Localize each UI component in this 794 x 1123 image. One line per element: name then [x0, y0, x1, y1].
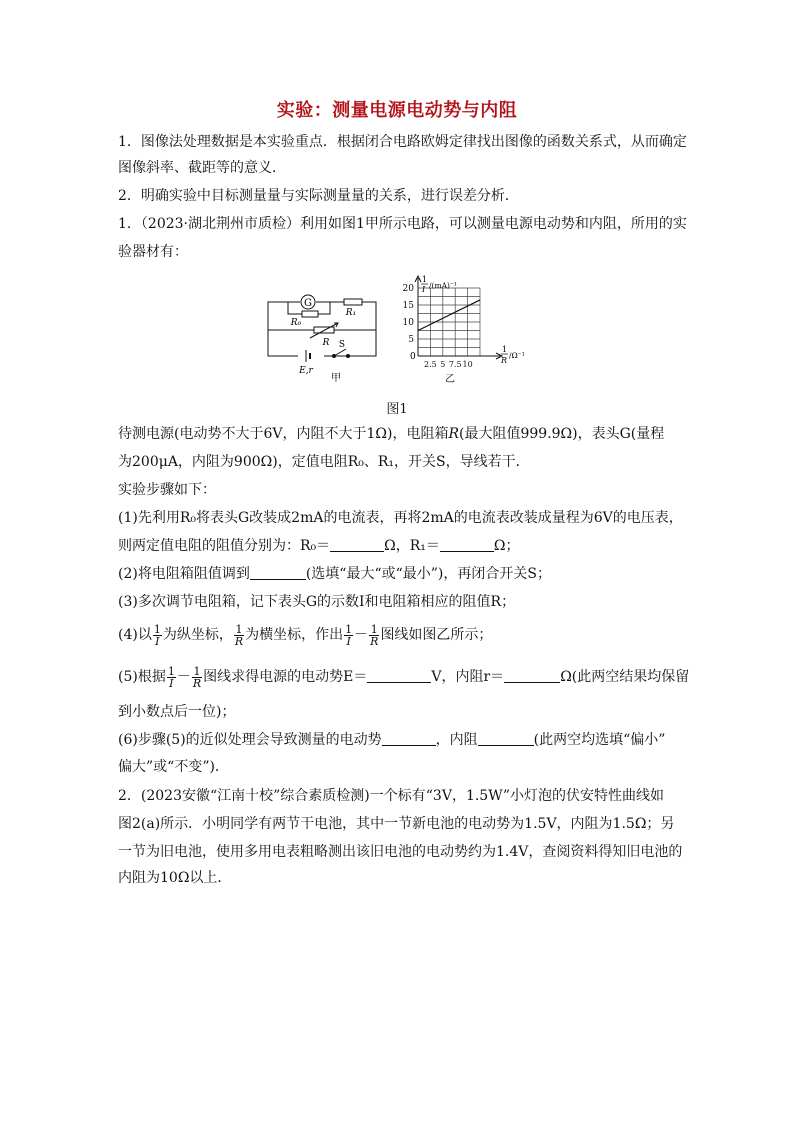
materials-symbol-r: R [448, 426, 460, 442]
y-axis-unit: /(mA)⁻¹ [429, 281, 457, 290]
materials-line-1 [118, 424, 680, 444]
step-3-line: (3)多次调节电阻箱，记下表头G的示数I和电阻箱相应的阻值R； [118, 594, 516, 610]
answer-blank-resistance-error[interactable] [478, 731, 534, 746]
circuit-diagram [258, 278, 384, 388]
q1-stem-line-1: 1．（2023·湖北荆州市质检）利用如图1甲所示电路，可以测量电源电动势和内阻，所用的实 [118, 216, 687, 232]
r0-label: R₀ [290, 318, 302, 328]
step-6-text-c: (此两空均选填“偏小” [533, 732, 666, 748]
graph-chart [398, 270, 538, 388]
step-4-text-c: 为横坐标，作出 [245, 627, 344, 643]
y-tick-label: 20 [402, 284, 414, 294]
q2-line-3: 一节为旧电池，使用多用电表粗略测出该旧电池的电动势约为1.4V，查阅资料得知旧电池的 [118, 844, 683, 860]
y-axis-frac-den: I [422, 285, 426, 294]
step-2-text-b: (选填“最大“或“最小”)，再闭合开关S； [305, 566, 551, 582]
step-5-text-d: Ω(此两空结果均保留 [560, 669, 690, 685]
step-6-text-b: ，内阻 [435, 732, 478, 748]
x-tick-label: 7.5 [448, 360, 462, 369]
r1-label: R₁ [345, 308, 357, 318]
y-tick-label: 15 [402, 301, 414, 311]
answer-blank-resistance-setting[interactable] [250, 565, 306, 580]
q2-line-1: 2．(2023安徽“江南十校”综合素质检测)一个标有“3V，1.5W”小灯泡的伏安特性曲线如 [118, 788, 665, 804]
figure-caption: 图1 [386, 402, 408, 417]
x-axis-frac-den: R [501, 356, 508, 365]
step-1-text-b: Ω，R₁＝ [384, 538, 440, 554]
intro-line-2: 图像斜率、截距等的意义． [118, 160, 286, 176]
q1-stem-line-2: 验器材有： [118, 244, 188, 260]
x-axis-unit: /Ω⁻¹ [509, 351, 525, 360]
origin-label: 0 [410, 352, 416, 362]
intro-line-1: 1．图像法处理数据是本实验重点．根据闭合电路欧姆定律找出图像的函数关系式，从而确定 [118, 134, 687, 150]
answer-blank-emf-error[interactable] [382, 731, 436, 746]
rheostat-label: R [322, 338, 330, 348]
step-5-line-2: 到小数点后一位)； [118, 704, 236, 720]
switch-label: S [338, 340, 346, 350]
step-1-line-2 [118, 536, 680, 556]
graph-caption: 乙 [445, 374, 455, 385]
circuit-caption: 甲 [331, 373, 341, 384]
step-6-line-1 [118, 730, 680, 750]
series-line [418, 300, 480, 331]
step-1-line-1: (1)先利用R₀将表头G改装成2mA的电流表，再将2mA的电流表改装成量程为6V的电压表， [118, 510, 683, 526]
page-title: 实验：测量电源电动势与内阻 [276, 100, 518, 121]
frac-1-over-i: $\frac{1}{I}$ [153, 622, 161, 648]
step-4-line: (4)以 $\frac{1}{I}$ 为纵坐标， $\frac{1}{R}$ 为横坐标，作出 $\frac{1}{I}$ － $\frac{1}{R}$ 图线如图乙所示； [118, 622, 493, 648]
answer-blank-r0[interactable] [330, 537, 384, 552]
galvanometer-label: G [304, 298, 312, 309]
x-tick-label: 10 [462, 360, 473, 369]
step-4-text-d: 图线如图乙所示； [380, 627, 493, 643]
x-tick-label: 2.5 [424, 360, 437, 369]
x-axis-frac-num: 1 [502, 345, 508, 354]
answer-blank-internal-resistance[interactable] [504, 668, 560, 683]
intro-line-3: 2．明确实验中目标测量量与实际测量量的关系，进行误差分析． [118, 188, 519, 204]
y-tick-label: 5 [408, 335, 414, 345]
step-5-text-a: (5)根据 [118, 669, 166, 685]
q2-line-4: 内阻为10Ω以上． [118, 870, 232, 886]
y-axis-frac-num: 1 [422, 275, 428, 284]
frac-1-over-r: $\frac{1}{R}$ [234, 622, 244, 648]
step-5-line-1: (5)根据 $\frac{1}{I}$ － $\frac{1}{R}$ 图线求得电源的电动势E＝ V，内阻r＝ Ω(此两空结果均保留 [118, 664, 690, 690]
step-4-text-a: (4)以 [118, 627, 152, 643]
x-tick-label: 5 [440, 360, 446, 369]
step-2-line [118, 564, 680, 584]
step-6-line-2: 偏大”或“不变”)． [118, 759, 229, 775]
q2-line-2: 图2(a)所示．小明同学有两节干电池，其中一节新电池的电动势为1.5V，内阻为1.5Ω；另 [118, 816, 675, 832]
materials-text-c: (最大阻值999.9Ω)，表头G(量程 [459, 426, 665, 442]
y-tick-label: 10 [402, 318, 414, 328]
answer-blank-emf[interactable] [367, 668, 431, 683]
step-1-text-a: 则两定值电阻的阻值分别为：R₀＝ [118, 538, 331, 554]
answer-blank-r1[interactable] [440, 537, 494, 552]
step-5-text-b: 图线求得电源的电动势E＝ [203, 669, 368, 685]
materials-line-2: 为200μA，内阻为900Ω)，定值电阻R₀、R₁，开关S，导线若干． [118, 454, 530, 470]
source-label: E,r [299, 366, 313, 376]
step-6-text-a: (6)步骤(5)的近似处理会导致测量的电动势 [118, 732, 382, 748]
step-5-text-c: V，内阻r＝ [431, 669, 505, 685]
step-2-text-a: (2)将电阻箱阻值调到 [118, 566, 250, 582]
step-4-text-b: 为纵坐标， [162, 627, 233, 643]
materials-text-a: 待测电源(电动势不大于6V，内阻不大于1Ω)，电阻箱 [118, 426, 449, 442]
steps-title: 实验步骤如下： [118, 482, 216, 498]
step-1-text-c: Ω； [493, 538, 520, 554]
